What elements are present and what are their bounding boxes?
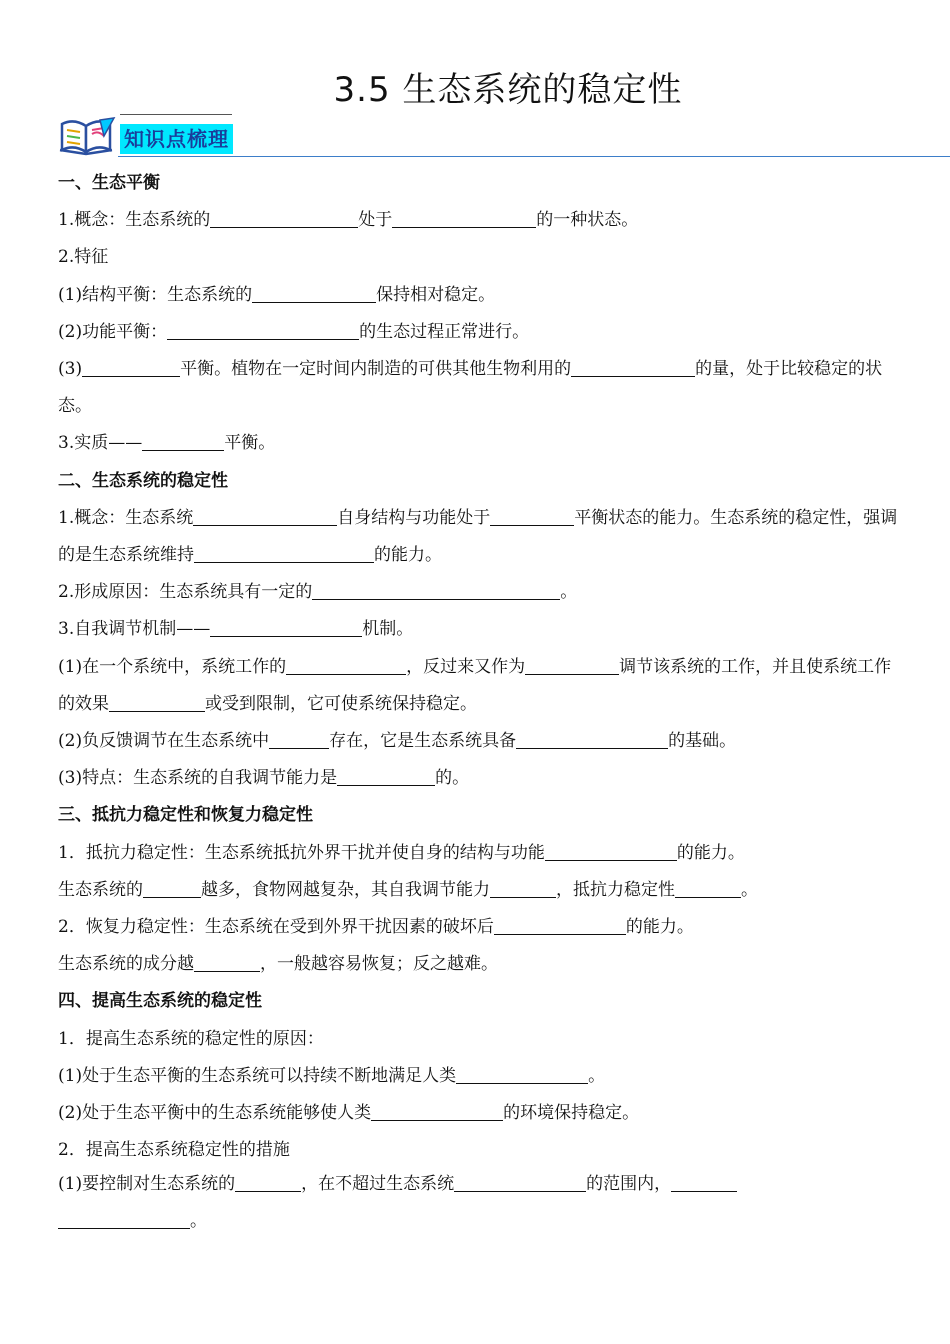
fill-in-blank[interactable] xyxy=(392,209,536,228)
line-text: 1．提高生态系统的稳定性的原因： xyxy=(58,1028,324,1049)
line-text: 平衡。 xyxy=(224,433,276,454)
line-text: 平衡。植物在一定时间内制造的可供其他生物利用的 xyxy=(180,359,572,380)
line-text: 的生态过程正常进行。 xyxy=(359,321,530,342)
line-text: (1)结构平衡：生态系统的 xyxy=(58,284,253,305)
line-text: 调节该系统的工作，并且使系统工作的效果 xyxy=(58,656,892,714)
worksheet-line xyxy=(58,500,898,574)
line-text: 的能力。 xyxy=(625,917,694,938)
fill-in-blank[interactable] xyxy=(269,730,329,749)
line-text: 2.形成原因：生态系统具有一定的 xyxy=(58,582,313,603)
line-text: 保持相对稳定。 xyxy=(376,284,496,305)
section-heading: 四、提高生态系统的稳定性 xyxy=(58,991,262,1012)
line-text: 的环境保持稳定。 xyxy=(503,1103,640,1124)
worksheet-line xyxy=(58,909,898,946)
line-text: (2)负反馈调节在生态系统中 xyxy=(58,731,270,752)
worksheet-line xyxy=(58,649,898,723)
worksheet-line xyxy=(58,872,898,909)
fill-in-blank[interactable] xyxy=(371,1102,503,1121)
fill-in-blank[interactable] xyxy=(525,656,619,675)
worksheet-line xyxy=(58,277,898,314)
fill-in-blank[interactable] xyxy=(193,507,337,526)
line-text: 的。 xyxy=(435,768,470,789)
line-text: (1)在一个系统中，系统工作的 xyxy=(58,656,287,677)
page-title: 3.5 生态系统的稳定性 xyxy=(333,70,683,110)
fill-in-blank[interactable] xyxy=(167,321,359,340)
line-text: ，反过来又作为 xyxy=(406,656,526,677)
fill-in-blank[interactable] xyxy=(252,284,376,303)
fill-in-blank[interactable] xyxy=(337,767,435,786)
worksheet-line xyxy=(58,1166,898,1203)
line-text: 。 xyxy=(560,582,578,603)
fill-in-blank[interactable] xyxy=(490,507,574,526)
fill-in-blank[interactable] xyxy=(516,730,668,749)
line-text: 的一种状态。 xyxy=(536,210,639,231)
fill-in-blank[interactable] xyxy=(210,618,362,637)
open-book-icon xyxy=(58,116,116,156)
line-text: 机制。 xyxy=(362,619,414,640)
line-text: 越多，食物网越复杂，其自我调节能力 xyxy=(201,879,490,900)
line-text: ，在不超过生态系统 xyxy=(301,1174,455,1195)
worksheet-line xyxy=(58,835,898,872)
line-text: 。 xyxy=(190,1211,207,1232)
banner-label: 知识点梳理 xyxy=(120,124,233,154)
line-text: 的能力。 xyxy=(676,842,745,863)
fill-in-blank[interactable] xyxy=(109,693,205,712)
worksheet-line xyxy=(58,202,898,239)
worksheet-line xyxy=(58,1095,898,1132)
line-text: 存在，它是生态系统具备 xyxy=(329,731,517,752)
banner-top-rule xyxy=(120,114,232,115)
fill-in-blank[interactable] xyxy=(454,1173,586,1192)
fill-in-blank[interactable] xyxy=(142,432,224,451)
line-text: 1.概念：生态系统 xyxy=(58,507,194,528)
line-text: (1)处于生态平衡的生态系统可以持续不断地满足人类 xyxy=(58,1065,457,1086)
fill-in-blank[interactable] xyxy=(58,1210,190,1229)
fill-in-blank[interactable] xyxy=(490,879,556,898)
fill-in-blank[interactable] xyxy=(494,916,626,935)
fill-in-blank[interactable] xyxy=(82,358,180,377)
line-text: 处于 xyxy=(358,210,393,231)
section-heading: 三、抵抗力稳定性和恢复力稳定性 xyxy=(58,805,313,826)
worksheet-line xyxy=(58,946,898,983)
line-text: 1.概念：生态系统的 xyxy=(58,210,211,231)
section-heading: 一、生态平衡 xyxy=(58,173,160,193)
line-text: 2．恢复力稳定性：生态系统在受到外界干扰因素的破坏后 xyxy=(58,917,494,938)
line-text: (2)功能平衡： xyxy=(58,321,168,342)
line-text: 1．抵抗力稳定性：生态系统抵抗外界干扰并使自身的结构与功能 xyxy=(58,842,545,863)
line-text: 的范围内， xyxy=(586,1174,672,1195)
spacer xyxy=(58,1132,898,1166)
fill-in-blank[interactable] xyxy=(456,1065,588,1084)
line-text: (2)处于生态平衡中的生态系统能够使人类 xyxy=(58,1103,372,1124)
fill-in-blank[interactable] xyxy=(210,209,358,228)
line-text: (1)要控制对生态系统的 xyxy=(58,1174,236,1195)
fill-in-blank[interactable] xyxy=(194,544,374,563)
banner-underline xyxy=(118,156,950,157)
worksheet-line xyxy=(58,723,898,760)
fill-in-blank[interactable] xyxy=(312,581,560,600)
fill-in-blank[interactable] xyxy=(571,358,695,377)
worksheet-line xyxy=(58,574,898,611)
worksheet-line xyxy=(58,1203,898,1240)
fill-in-blank[interactable] xyxy=(194,953,260,972)
worksheet-body xyxy=(58,165,898,1241)
line-text: 的基础。 xyxy=(668,731,737,752)
line-text: 3.实质—— xyxy=(58,433,143,454)
line-text: 。 xyxy=(741,879,758,900)
fill-in-blank[interactable] xyxy=(235,1173,301,1192)
worksheet-line xyxy=(58,239,898,276)
worksheet-line xyxy=(58,1058,898,1095)
line-text: ，一般越容易恢复；反之越难。 xyxy=(260,954,498,975)
worksheet-line xyxy=(58,760,898,797)
line-text: 的量，处于比较稳定的状态。 xyxy=(58,359,883,417)
worksheet-line xyxy=(58,425,898,462)
worksheet-line xyxy=(58,351,898,425)
section-banner xyxy=(58,112,950,162)
worksheet-line xyxy=(58,314,898,351)
fill-in-blank[interactable] xyxy=(143,879,201,898)
line-text: (3) xyxy=(58,359,83,380)
line-text: 平衡状态的能力。生态系统的稳定性，强调的是生态系统维持 xyxy=(58,507,898,566)
line-text: 的能力。 xyxy=(374,545,442,566)
line-text: 生态系统的成分越 xyxy=(58,954,194,975)
line-text: 自身结构与功能处于 xyxy=(337,507,491,528)
fill-in-blank[interactable] xyxy=(671,1173,737,1192)
worksheet-line xyxy=(58,1021,898,1058)
line-text: 2．提高生态系统稳定性的措施 xyxy=(58,1140,290,1161)
fill-in-blank[interactable] xyxy=(286,656,406,675)
section-heading: 二、生态系统的稳定性 xyxy=(58,470,228,491)
line-text: 2.特征 xyxy=(58,247,109,268)
fill-in-blank[interactable] xyxy=(545,842,677,861)
line-text: 生态系统的 xyxy=(58,879,143,900)
line-text: 或受到限制，它可使系统保持稳定。 xyxy=(205,693,477,714)
worksheet-line xyxy=(58,611,898,648)
line-text: 3.自我调节机制—— xyxy=(58,619,211,640)
line-text: (3)特点：生态系统的自我调节能力是 xyxy=(58,768,338,789)
line-text: ，抵抗力稳定性 xyxy=(556,879,675,900)
fill-in-blank[interactable] xyxy=(675,879,741,898)
line-text: 。 xyxy=(588,1065,606,1086)
